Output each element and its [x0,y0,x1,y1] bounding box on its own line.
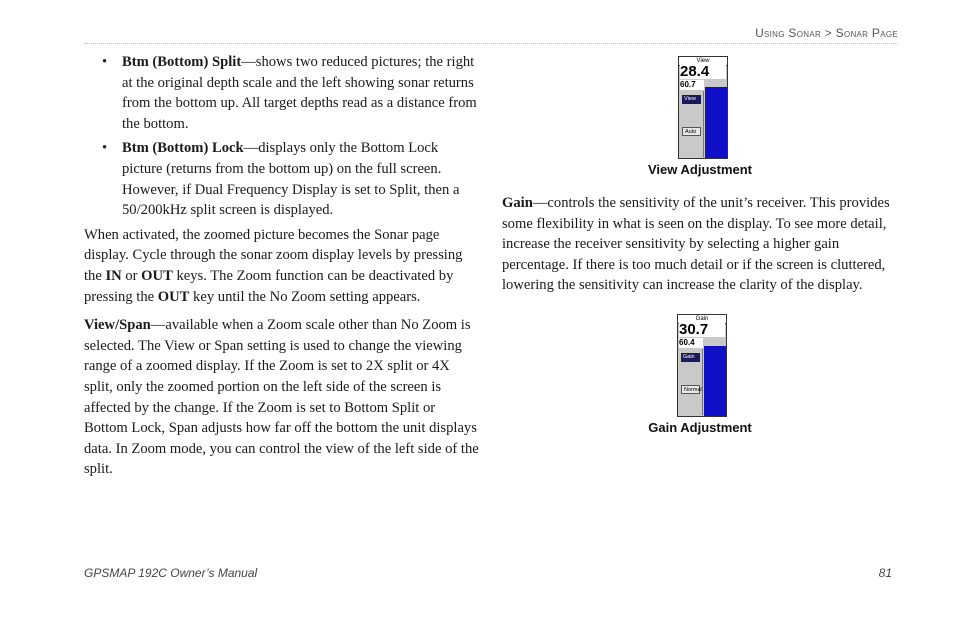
temperature-readout: 60.4 [679,338,703,348]
bullet-dot: • [102,140,108,157]
temperature-readout: 60.7 [680,80,704,90]
gain-adjustment-screen [677,314,727,417]
header-rule [84,43,898,44]
depth-readout: 28.4 [680,65,726,79]
header-separator: > [824,26,832,40]
key-out: OUT [157,288,190,305]
view-button[interactable]: View [682,95,701,104]
sonar-water-column [704,346,726,416]
view-adjustment-screen [678,56,728,159]
key-in: IN [105,267,122,284]
footer-manual-title: GPSMAP 192C Owner’s Manual [84,566,258,580]
zoom-paragraph [84,225,480,307]
para-text: keys. The Zoom function can be deactivated by pressing the [84,267,454,305]
gain-text: —controls the sensitivity of the unit’s receiver. This provides some flexibility in what is seen on the display. To see more detail, increase the receiver sensitivity by selecting a higher gain percentage. If there is too much detail or if the screen is cluttered, lowering the sensitivity can increase the clarity of the display. [502,195,890,294]
para-text: key until the No Zoom setting appears. [189,288,421,305]
adjust-panel [679,349,703,415]
bullet-dot: • [102,54,108,70]
normal-button[interactable]: Normal [681,385,700,394]
gain-term: Gain [502,195,533,211]
view-span-text: —available when a Zoom scale other than No Zoom is selected. The View or Span setting is used to change the viewing range of a zoomed display. If the Zoom is set to 2X split or 4X split, only the zoomed portion on the left side of the screen is affected by the change. If the Zoom is set to Bottom Split or Bottom Lock, Span adjusts how far off the bottom the unit displays data. In Zoom mode, you can control the view of the left side of the split. [84,317,479,478]
view-span-term: View/Span [84,317,151,334]
depth-readout: 30.7 [679,323,725,337]
figure-caption-view: View Adjustment [647,162,753,177]
key-out: OUT [141,267,173,284]
footer-page-number: 81 [878,566,892,580]
gain-paragraph [502,193,898,296]
gain-button[interactable]: Gain [681,353,700,362]
screen-title: Gain [678,315,726,324]
auto-button[interactable]: Auto [682,127,701,136]
bullet-text: —shows two reduced pictures; the right at the original depth scale and the left showing sonar returns from the bottom up. All target depths read as a distance from the bottom. [122,54,477,132]
para-text: or [121,267,142,284]
bullet-text: —displays only the Bottom Lock picture (returns from the bottom up) on the full screen. However, if Dual Frequency Display is set to Split, then a 50/200kHz split screen is displayed. [122,140,460,219]
adjust-panel [680,91,704,157]
header-page: Sonar Page [835,26,898,40]
figure-caption-gain: Gain Adjustment [648,420,752,435]
right-column [502,193,898,304]
para-text: When activated, the zoomed picture becomes the Sonar page display. Cycle through the sonar zoom display levels by pressing the [84,226,463,284]
bullet-item-bottom-split [84,52,480,134]
bullet-item-bottom-lock [84,138,480,220]
bullet-list [84,52,480,221]
bullet-term: Btm (Bottom) Split [122,54,242,70]
header-section: Using Sonar [755,26,822,40]
left-column [84,52,480,488]
bullet-term: Btm (Bottom) Lock [122,140,244,157]
screen-title: View [679,57,727,66]
sonar-water-column [705,87,727,158]
running-header [755,26,898,40]
view-span-paragraph [84,315,480,480]
